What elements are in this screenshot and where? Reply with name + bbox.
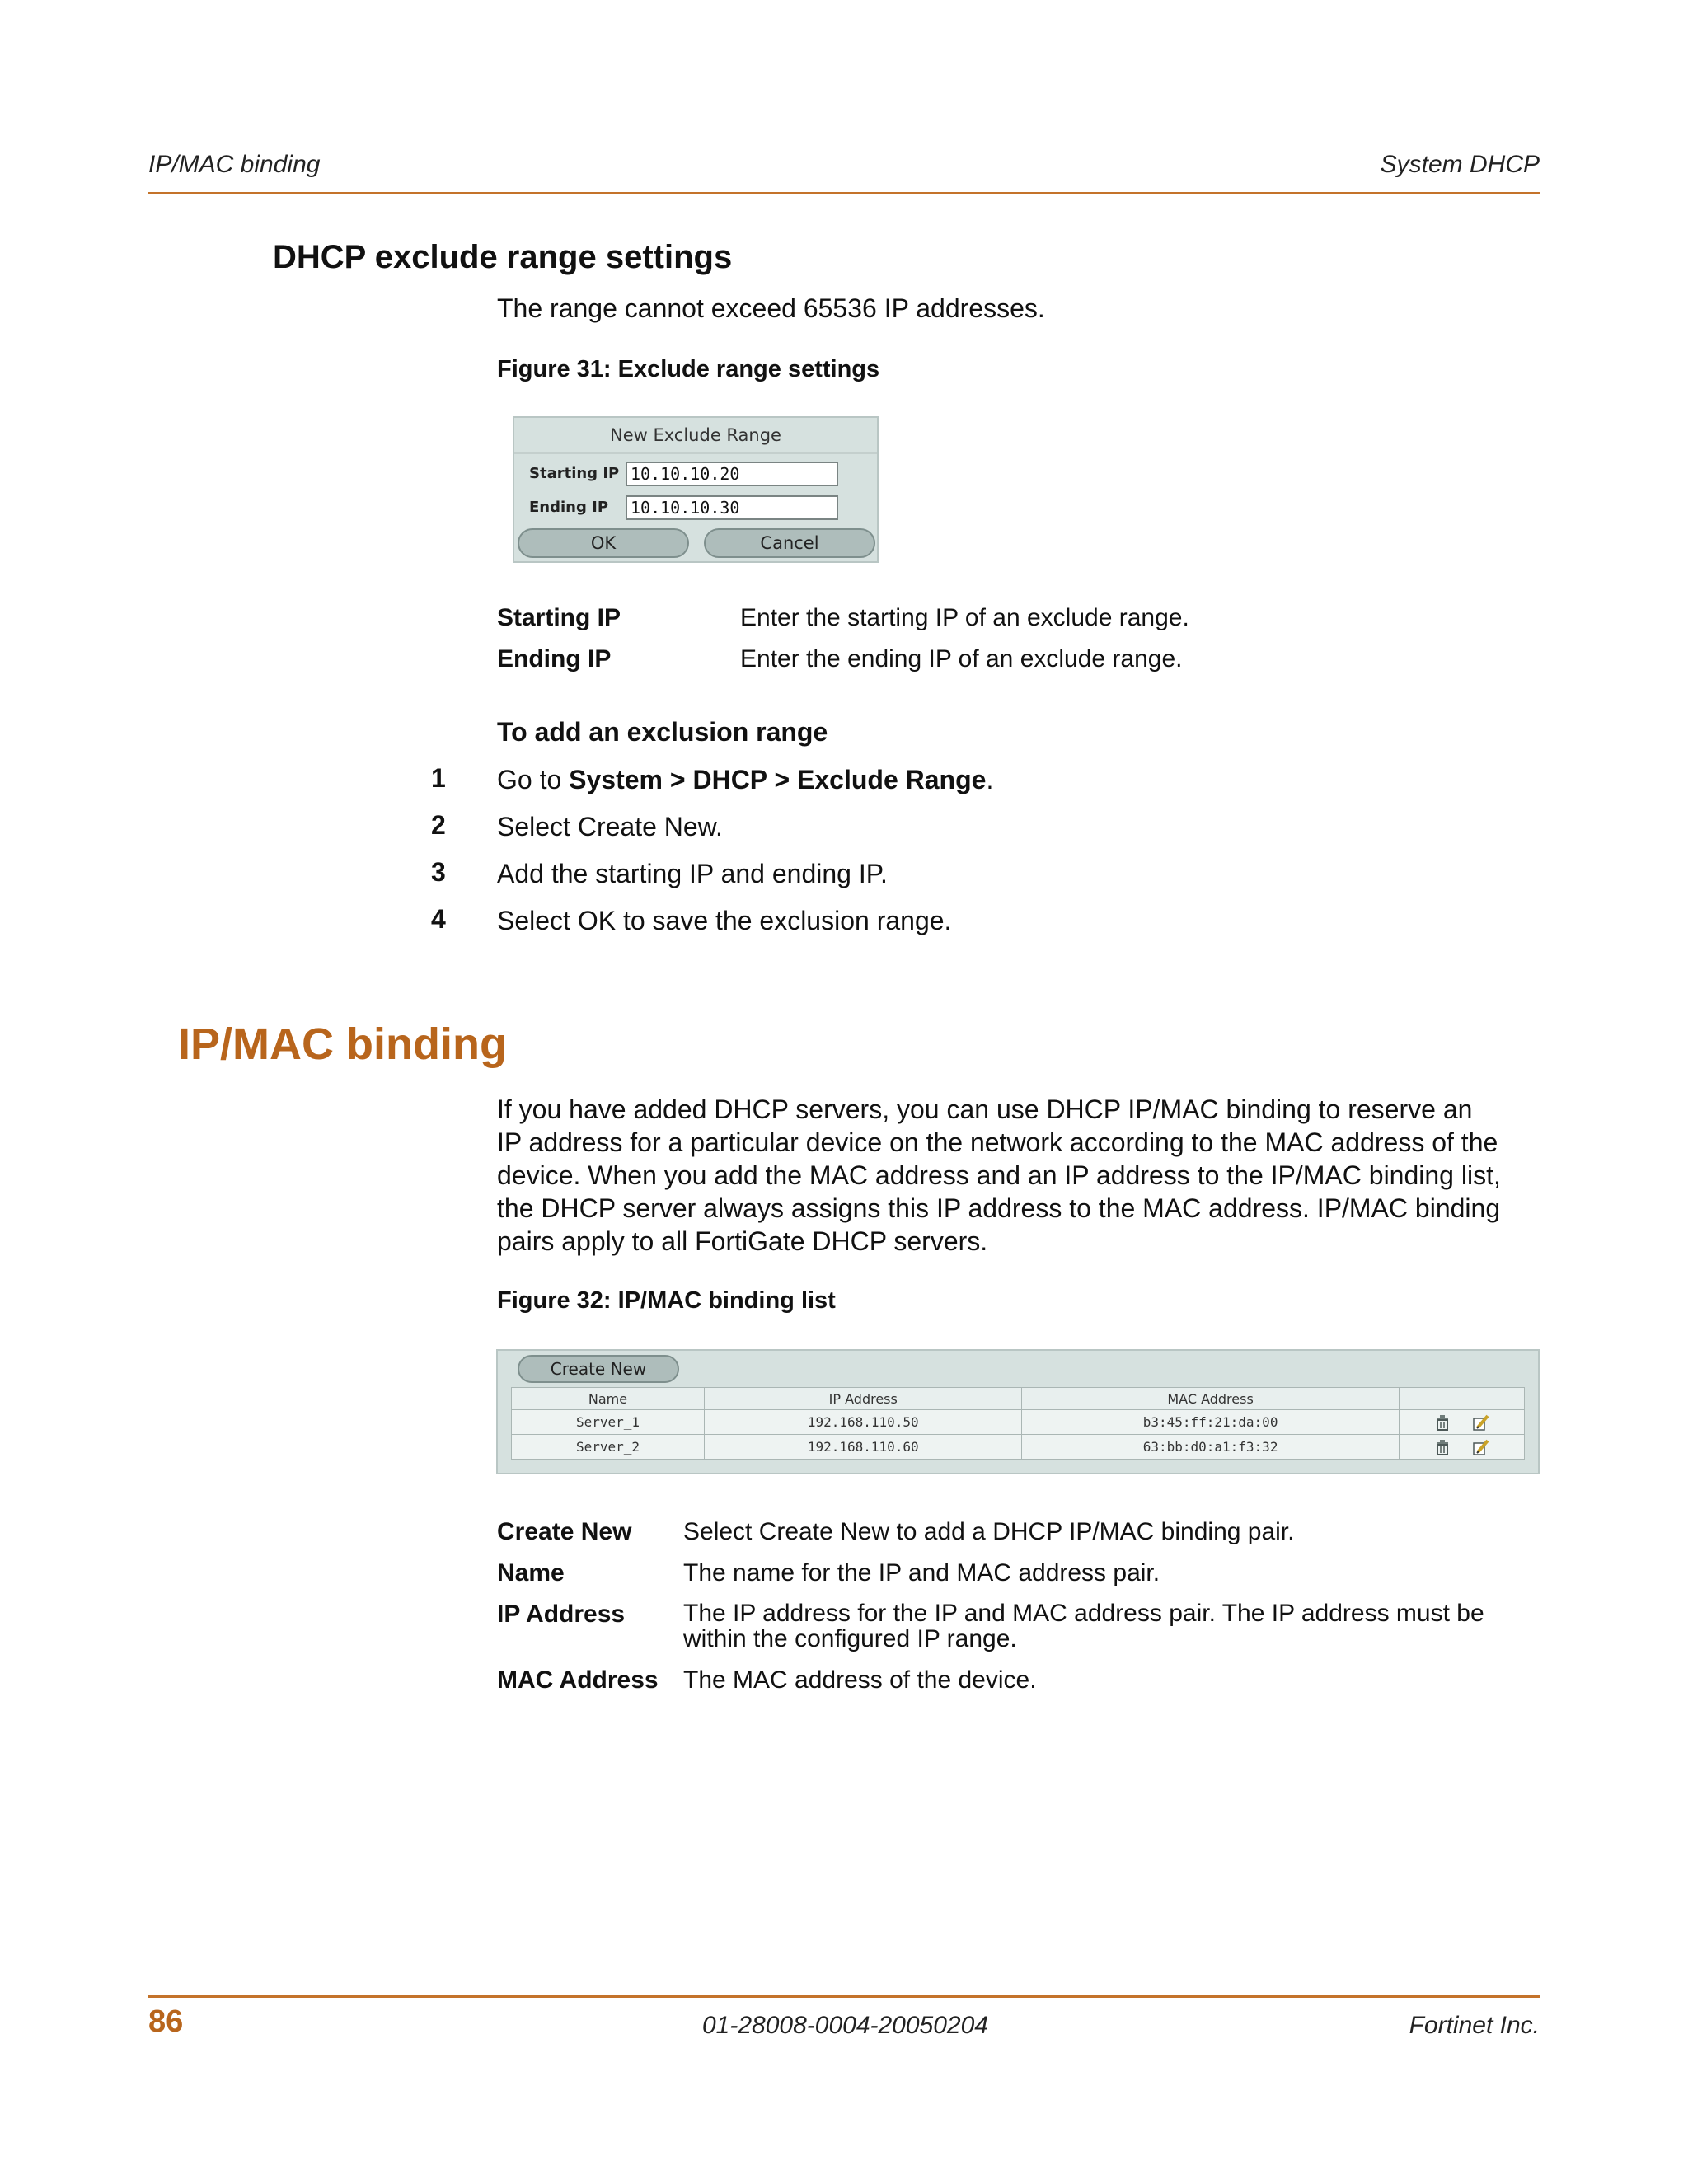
edit-icon[interactable] <box>1472 1413 1490 1432</box>
binding-table <box>511 1387 1525 1460</box>
cancel-button[interactable]: Cancel <box>704 528 875 558</box>
cell-ip: 192.168.110.50 <box>705 1410 1022 1435</box>
cell-actions <box>1399 1410 1524 1435</box>
exclude-range-dialog <box>513 416 879 563</box>
table-header-row <box>512 1388 1525 1410</box>
def-term: IP Address <box>497 1601 626 1628</box>
delete-icon[interactable] <box>1433 1438 1451 1456</box>
column-header-ip: IP Address <box>705 1388 1022 1410</box>
ending-ip-input[interactable]: 10.10.10.30 <box>626 495 838 520</box>
cell-name: Server_1 <box>512 1410 705 1435</box>
ip-mac-binding-list <box>496 1349 1540 1474</box>
step-number: 1 <box>431 763 446 793</box>
chapter-heading: IP/MAC binding <box>178 1019 507 1069</box>
body-paragraph: If you have added DHCP servers, you can use DHCP IP/MAC binding to reserve an IP address for a particular device on the network according to the MAC address of the device. When you add the MAC address and an IP address to the IP/MAC binding list, the DHCP server always assigns this IP address to the MAC address. IP/MAC binding pairs apply to all FortiGate DHCP servers. <box>497 1094 1501 1256</box>
starting-ip-input[interactable]: 10.10.10.20 <box>626 462 838 486</box>
ending-ip-label: Ending IP <box>529 499 609 516</box>
def-term: Name <box>497 1559 565 1586</box>
step-number: 3 <box>431 857 446 887</box>
def-desc: Select Create New to add a DHCP IP/MAC binding pair. <box>683 1518 1295 1545</box>
document-id: 01-28008-0004-20050204 <box>702 2012 988 2039</box>
def-term: Starting IP <box>497 604 621 631</box>
table-row <box>512 1435 1525 1460</box>
def-desc: The name for the IP and MAC address pair. <box>683 1559 1160 1586</box>
def-desc: Enter the starting IP of an exclude range. <box>740 604 1189 631</box>
header-rule <box>148 192 1540 194</box>
starting-ip-label: Starting IP <box>529 465 620 482</box>
step-number: 4 <box>431 904 446 934</box>
section-heading: DHCP exclude range settings <box>273 239 733 275</box>
column-header-name: Name <box>512 1388 705 1410</box>
cell-name: Server_2 <box>512 1435 705 1460</box>
intro-text: The range cannot exceed 65536 IP addresses. <box>497 293 1045 323</box>
running-header-left: IP/MAC binding <box>148 151 321 178</box>
column-header-actions <box>1399 1388 1524 1410</box>
running-header-right: System DHCP <box>1380 151 1540 178</box>
def-desc: The IP address for the IP and MAC address pair. The IP address must be within the configured IP range. <box>683 1600 1484 1652</box>
menu-path: System > DHCP > Exclude Range <box>569 765 987 794</box>
def-term: MAC Address <box>497 1666 659 1694</box>
edit-icon[interactable] <box>1472 1438 1490 1456</box>
step-text: Select Create New. <box>497 812 723 841</box>
figure-caption: Figure 31: Exclude range settings <box>497 356 880 382</box>
create-new-button[interactable]: Create New <box>518 1355 679 1383</box>
def-term: Ending IP <box>497 645 612 673</box>
cell-ip: 192.168.110.60 <box>705 1435 1022 1460</box>
step-text: Add the starting IP and ending IP. <box>497 859 888 888</box>
cell-actions <box>1399 1435 1524 1460</box>
ok-button[interactable]: OK <box>518 528 689 558</box>
figure-caption: Figure 32: IP/MAC binding list <box>497 1287 836 1314</box>
company-name: Fortinet Inc. <box>1409 2012 1540 2039</box>
page-number: 86 <box>148 2004 184 2039</box>
step-text: Select OK to save the exclusion range. <box>497 906 952 935</box>
table-row <box>512 1410 1525 1435</box>
def-desc: The MAC address of the device. <box>683 1666 1037 1694</box>
cell-mac: b3:45:ff:21:da:00 <box>1022 1410 1399 1435</box>
cell-mac: 63:bb:d0:a1:f3:32 <box>1022 1435 1399 1460</box>
delete-icon[interactable] <box>1433 1413 1451 1432</box>
column-header-mac: MAC Address <box>1022 1388 1399 1410</box>
procedure-title: To add an exclusion range <box>497 717 828 747</box>
step-text: Go to System > DHCP > Exclude Range. <box>497 765 994 794</box>
step-number: 2 <box>431 810 446 840</box>
dialog-title: New Exclude Range <box>514 418 877 454</box>
def-term: Create New <box>497 1518 632 1545</box>
def-desc: Enter the ending IP of an exclude range. <box>740 645 1183 673</box>
footer-rule <box>148 1995 1540 1998</box>
